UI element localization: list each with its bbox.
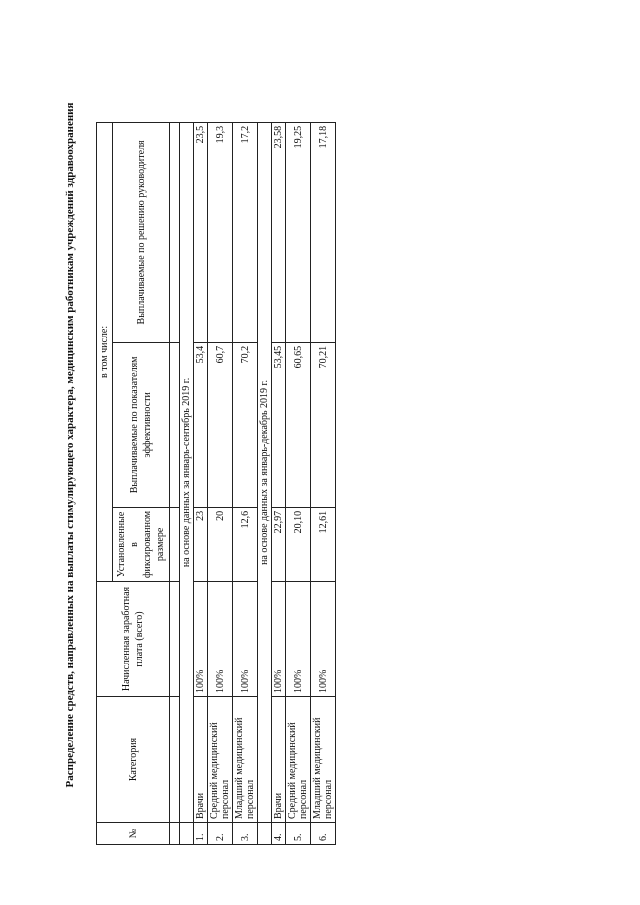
section-label: на основе данных за январь-сентябрь 2019 г. <box>180 122 194 822</box>
row-fixed: 12,61 <box>311 507 336 581</box>
row-num: 1. <box>194 823 208 845</box>
row-salary: 100% <box>311 582 336 697</box>
table-row <box>311 122 336 844</box>
row-decision: 19,3 <box>208 122 233 342</box>
row-num: 5. <box>286 823 311 845</box>
row-fixed: 23 <box>194 507 208 581</box>
row-salary: 100% <box>286 582 311 697</box>
row-category: Врачи <box>194 697 208 823</box>
row-efficiency: 53,4 <box>194 342 208 507</box>
table-row <box>286 122 311 844</box>
section-label: на основе данных за январь-декабрь 2019 г. <box>258 122 272 822</box>
row-num: 3. <box>233 823 258 845</box>
row-salary: 100% <box>194 582 208 697</box>
row-efficiency: 53,45 <box>272 342 286 507</box>
row-efficiency: 60,65 <box>286 342 311 507</box>
row-efficiency: 60,7 <box>208 342 233 507</box>
row-num: 2. <box>208 823 233 845</box>
row-fixed: 20,10 <box>286 507 311 581</box>
row-fixed: 22,97 <box>272 507 286 581</box>
header-row-1 <box>97 122 113 844</box>
header-including: в том числе: <box>97 122 113 581</box>
header-efficiency: Выплачиваемые по показателям эффективности <box>113 342 170 507</box>
row-salary: 100% <box>272 582 286 697</box>
section-label-row <box>180 122 194 844</box>
header-salary: Начисленная заработная плата (всего) <box>97 582 170 697</box>
table-row <box>208 122 233 844</box>
row-salary: 100% <box>233 582 258 697</box>
header-num: № <box>97 823 170 845</box>
table-row <box>233 122 258 844</box>
row-category: Врачи <box>272 697 286 823</box>
spacer-row <box>170 122 180 844</box>
table-row <box>194 122 208 844</box>
header-decision: Выплачиваемые по решению руководителя <box>113 122 170 342</box>
row-decision: 17,18 <box>311 122 336 342</box>
header-fixed: Установленные в фиксированном размере <box>113 507 170 581</box>
row-category: Средний медицинский персонал <box>286 697 311 823</box>
row-efficiency: 70,2 <box>233 342 258 507</box>
table-row <box>272 122 286 844</box>
row-category: Средний медицинский персонал <box>208 697 233 823</box>
row-decision: 23,58 <box>272 122 286 342</box>
row-fixed: 12,6 <box>233 507 258 581</box>
header-category: Категория <box>97 697 170 823</box>
row-decision: 19,25 <box>286 122 311 342</box>
section-label-row <box>258 122 272 844</box>
row-decision: 23,5 <box>194 122 208 342</box>
row-decision: 17,2 <box>233 122 258 342</box>
row-category: Младший медицинский персонал <box>233 697 258 823</box>
distribution-table <box>96 122 336 845</box>
row-num: 6. <box>311 823 336 845</box>
row-salary: 100% <box>208 582 233 697</box>
row-fixed: 20 <box>208 507 233 581</box>
row-num: 4. <box>272 823 286 845</box>
row-category: Младший медицинский персонал <box>311 697 336 823</box>
row-efficiency: 70,21 <box>311 342 336 507</box>
document-title: Распределение средств, направленных на выплаты стимулирующего характера, медицинским работникам учреждений здравоохранения <box>64 102 76 788</box>
